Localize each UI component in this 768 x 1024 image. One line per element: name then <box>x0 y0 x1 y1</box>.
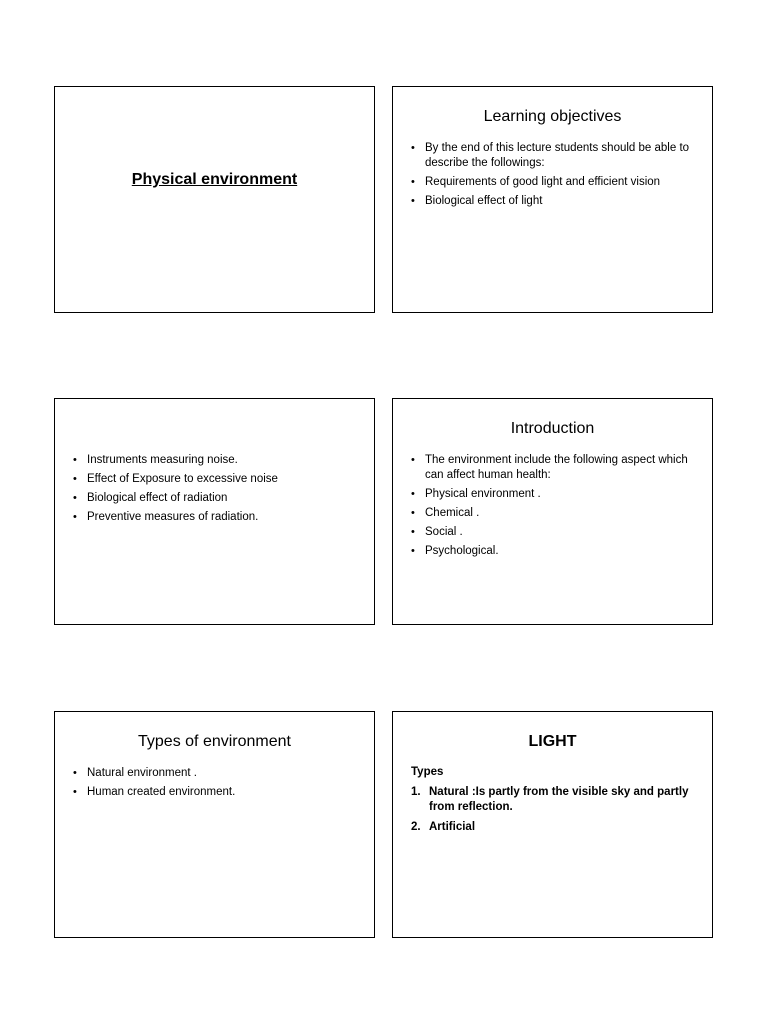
bullet-item: • Effect of Exposure to excessive noise <box>73 472 360 487</box>
numbered-item <box>411 785 698 815</box>
bullet-item: • Human created environment. <box>73 785 360 800</box>
item-text: Artificial <box>429 821 476 833</box>
bullet-item: • Physical environment . <box>411 487 698 502</box>
slide-title: Physical environment <box>131 171 298 188</box>
bullet-item: • The environment include the following aspect which can affect human health: <box>411 453 698 483</box>
slide-2 <box>392 86 713 313</box>
numbered-item <box>411 820 698 835</box>
slide-3 <box>54 398 375 625</box>
bullet-item: • Natural environment . <box>73 766 360 781</box>
slide-6 <box>392 711 713 938</box>
slide-subtitle: Types <box>411 766 444 778</box>
item-text: Natural :Is partly from the visible sky and partly from reflection. <box>429 786 689 813</box>
item-number: 1. <box>411 786 421 798</box>
slide-title: Introduction <box>510 420 595 437</box>
slide-1 <box>54 86 375 313</box>
bullet-item: • Preventive measures of radiation. <box>73 510 360 525</box>
item-number: 2. <box>411 821 421 833</box>
slide-title: Learning objectives <box>483 108 622 125</box>
slide-title: LIGHT <box>528 733 577 750</box>
slide-4 <box>392 398 713 625</box>
bullet-list <box>411 141 698 213</box>
bullet-list <box>73 766 360 804</box>
bullet-item: • Chemical . <box>411 506 698 521</box>
bullet-item: • Psychological. <box>411 544 698 559</box>
slide-5 <box>54 711 375 938</box>
bullet-list <box>411 453 698 563</box>
bullet-item: • Requirements of good light and efficient vision <box>411 175 698 190</box>
bullet-item: • Social . <box>411 525 698 540</box>
numbered-list <box>411 785 698 840</box>
bullet-item: • Biological effect of light <box>411 194 698 209</box>
slide-title: Types of environment <box>138 733 291 750</box>
bullet-item: • Biological effect of radiation <box>73 491 360 506</box>
bullet-item: • By the end of this lecture students should be able to describe the followings: <box>411 141 698 171</box>
bullet-item: • Instruments measuring noise. <box>73 453 360 468</box>
bullet-list <box>73 453 360 529</box>
